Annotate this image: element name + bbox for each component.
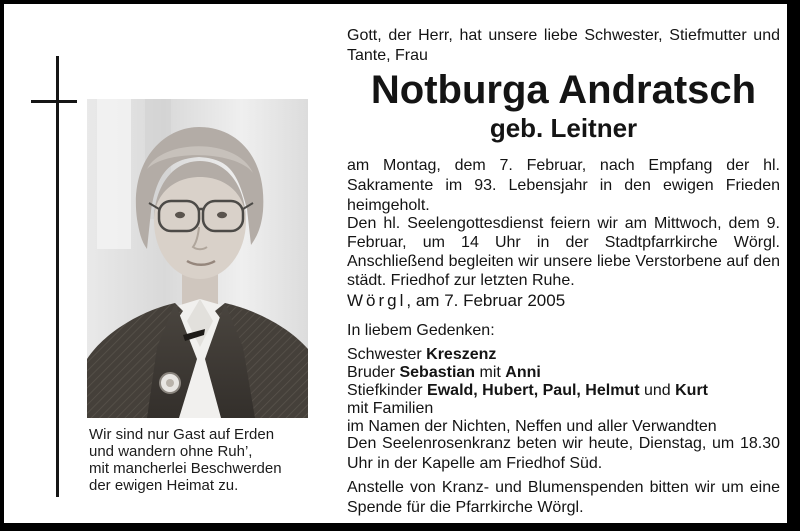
portrait-illustration [87, 99, 308, 418]
mourners-block [347, 322, 780, 436]
memorial-poem [89, 426, 282, 494]
mourner-line: Bruder Sebastian mit Anni [347, 364, 541, 381]
cross-vertical-bar [56, 56, 59, 497]
donation-paragraph: Anstelle von Kranz- und Blumenspenden bitten wir um eine Spende für die Pfarrkirche Wörgl. [347, 479, 780, 516]
mourners-list [347, 346, 780, 436]
service-paragraph: Den hl. Seelengottesdienst feiern wir am Mittwoch, dem 9. Februar, um 14 Uhr in der Stadtpfarrkirche Wörgl. Anschließend begleiten wir unsere liebe Verstorbene auf den städt. Friedhof zur letzten Ruhe. [347, 215, 780, 289]
poem-line: der ewigen Heimat zu. [89, 477, 239, 494]
poem-line: mit mancherlei Beschwerden [89, 460, 282, 477]
portrait-photo [87, 99, 308, 418]
mourner-line: im Namen der Nichten, Neffen und aller Verwandten [347, 418, 717, 435]
poem-line: und wandern ohne Ruh’, [89, 443, 253, 460]
intro-text: Gott, der Herr, hat unsere liebe Schwester, Stiefmutter und Tante, Frau [347, 27, 780, 64]
mourner-line: Schwester Kreszenz [347, 346, 497, 363]
rosary-paragraph: Den Seelenrosenkranz beten wir heute, Dienstag, um 18.30 Uhr in der Kapelle am Friedhof Süd. [347, 435, 780, 472]
maiden-name: geb. Leitner [489, 113, 638, 143]
obituary-card [4, 4, 787, 523]
cross-horizontal-bar [31, 100, 77, 103]
passing-paragraph: am Montag, dem 7. Februar, nach Empfang der hl. Sakramente im 93. Lebensjahr in den ewigen Frieden heimgeholt. [347, 157, 780, 214]
deceased-name: Notburga Andratsch [370, 68, 757, 112]
place-date-line [347, 291, 780, 311]
mourner-line: mit Familien [347, 400, 434, 417]
mourners-heading: In liebem Gedenken: [347, 322, 495, 339]
date-text: , am 7. Februar 2005 [406, 291, 566, 310]
place-name: Wörgl [347, 291, 407, 310]
mourner-line: Stiefkinder Ewald, Hubert, Paul, Helmut und Kurt [347, 382, 709, 399]
poem-line: Wir sind nur Gast auf Erden [89, 426, 275, 443]
